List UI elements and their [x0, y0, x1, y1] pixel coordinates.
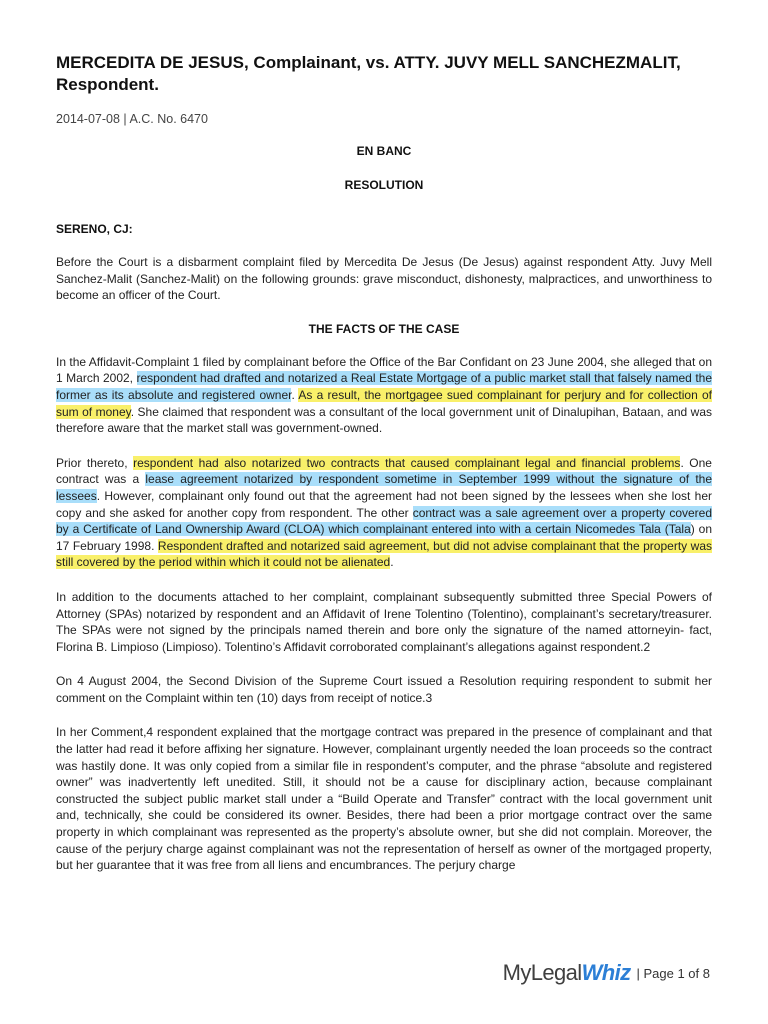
resolution-heading: RESOLUTION: [344, 178, 424, 192]
page-footer: [497, 960, 710, 986]
text-run: . However, complainant only found out that the agreement had not been signed by the lessees when she lost her copy and she asked for another copy from respondent. The other: [56, 488, 712, 520]
text-run: ) on 17 February 1998.: [56, 522, 712, 553]
paragraph-resolution: On 4 August 2004, the Second Division of the Supreme Court issued a Resolution requiring respondent to submit her comment on the Complaint within ten (10) days from receipt of notice.3: [56, 674, 712, 705]
highlight-blue: contract was a sale agreement over a property covered by a Certificate of Land Ownership Award (CLOA) which complainant entered into with a certain Nicomedes Tala (Tala: [56, 505, 713, 537]
text-run: .: [291, 387, 299, 402]
highlight-blue: respondent had drafted and notarized a Real Estate Mortgage of a public market stall that falsely named the former as its absolute and registered owner: [56, 371, 713, 402]
text-run: In the Affidavit-Complaint 1 filed by complainant before the Office of the Bar Confidant on 23 June 2004, she alleged that on 1 March 2002,: [56, 354, 712, 386]
highlight-blue: lease agreement notarized by respondent sometime in September 1999 without the signature of the lessees: [56, 472, 712, 503]
case-meta: 2014-07-08 | A.C. No. 6470: [56, 112, 208, 126]
highlight-yellow: As a result, the mortgagee sued complainant for perjury and for collection of sum of money: [56, 387, 712, 419]
mylegalwhiz-logo[interactable]: [503, 960, 631, 986]
paragraph-affidavit: [56, 354, 712, 437]
text-run: . She claimed that respondent was a consultant of the local government unit of Dinalupihan, Bataan, and was therefore aware that the market stall was government-owned.: [56, 404, 712, 436]
text-run: . One contract was a: [56, 455, 712, 487]
text-run: Prior thereto,: [56, 455, 134, 470]
page-number: | Page 1 of 8: [636, 965, 710, 981]
paragraph-prior-contracts: [56, 455, 712, 571]
logo-text-part1: MyLegal: [502, 960, 582, 985]
paragraph-spas: In addition to the documents attached to her complaint, complainant subsequently submitted three Special Powers of Attorney (SPAs) notarized by respondent and an Affidavit of Irene Tolentino (Tolentino), complainant’s secretary/treasurer. The SPAs were not signed by the principals named therein and bore only the signature of the named attorneyin- fact, Florina B. Limpioso (Limpioso). Tolentino’s Affidavit corroborated complainant’s allegations against respondent.2: [56, 589, 712, 654]
ponente: SERENO, CJ:: [56, 222, 133, 236]
paragraph-intro: Before the Court is a disbarment complaint filed by Mercedita De Jesus (De Jesus) against respondent Atty. Juvy Mell Sanchez-Malit (Sanchez-Malit) on the following grounds: grave misconduct, dishonesty, malpractices, and unworthiness to become an officer of the Court.: [56, 255, 712, 303]
case-title: MERCEDITA DE JESUS, Complainant, vs. ATTY. JUVY MELL SANCHEZMALIT, Respondent.: [56, 53, 681, 94]
logo-text-part2: Whiz: [581, 960, 631, 985]
facts-heading: THE FACTS OF THE CASE: [308, 321, 460, 336]
highlight-yellow: respondent had also notarized two contracts that caused complainant legal and financial problems: [133, 455, 681, 470]
text-run: .: [390, 555, 394, 570]
highlight-yellow: Respondent drafted and notarized said agreement, but did not advise complainant that the property was still covered by the period within which it could not be alienated: [56, 538, 712, 570]
division-heading: EN BANC: [356, 144, 412, 158]
paragraph-comment: In her Comment,4 respondent explained that the mortgage contract was prepared in the presence of complainant and that the latter had read it before affixing her signature. However, complainant urgently needed the loan proceeds so the contract was hastily done. It was only copied from a similar file in respondent’s computer, and the phrase “absolute and registered owner” was inadvertently left unedited. Still, it should not be a cause for disciplinary action, because complainant constructed the subject public market stall under a “Build Operate and Transfer” contract with the local government unit and, technically, she could be considered its owner. Besides, there had been a prior mortgage contract over the same property in which complainant was represented as the property’s absolute owner, but she did not complain. Moreover, the cause of the perjury charge against complainant was not the representation of herself as owner of the mortgaged property, but her guarantee that it was free from all liens and encumbrances. The perjury charge: [56, 725, 712, 873]
